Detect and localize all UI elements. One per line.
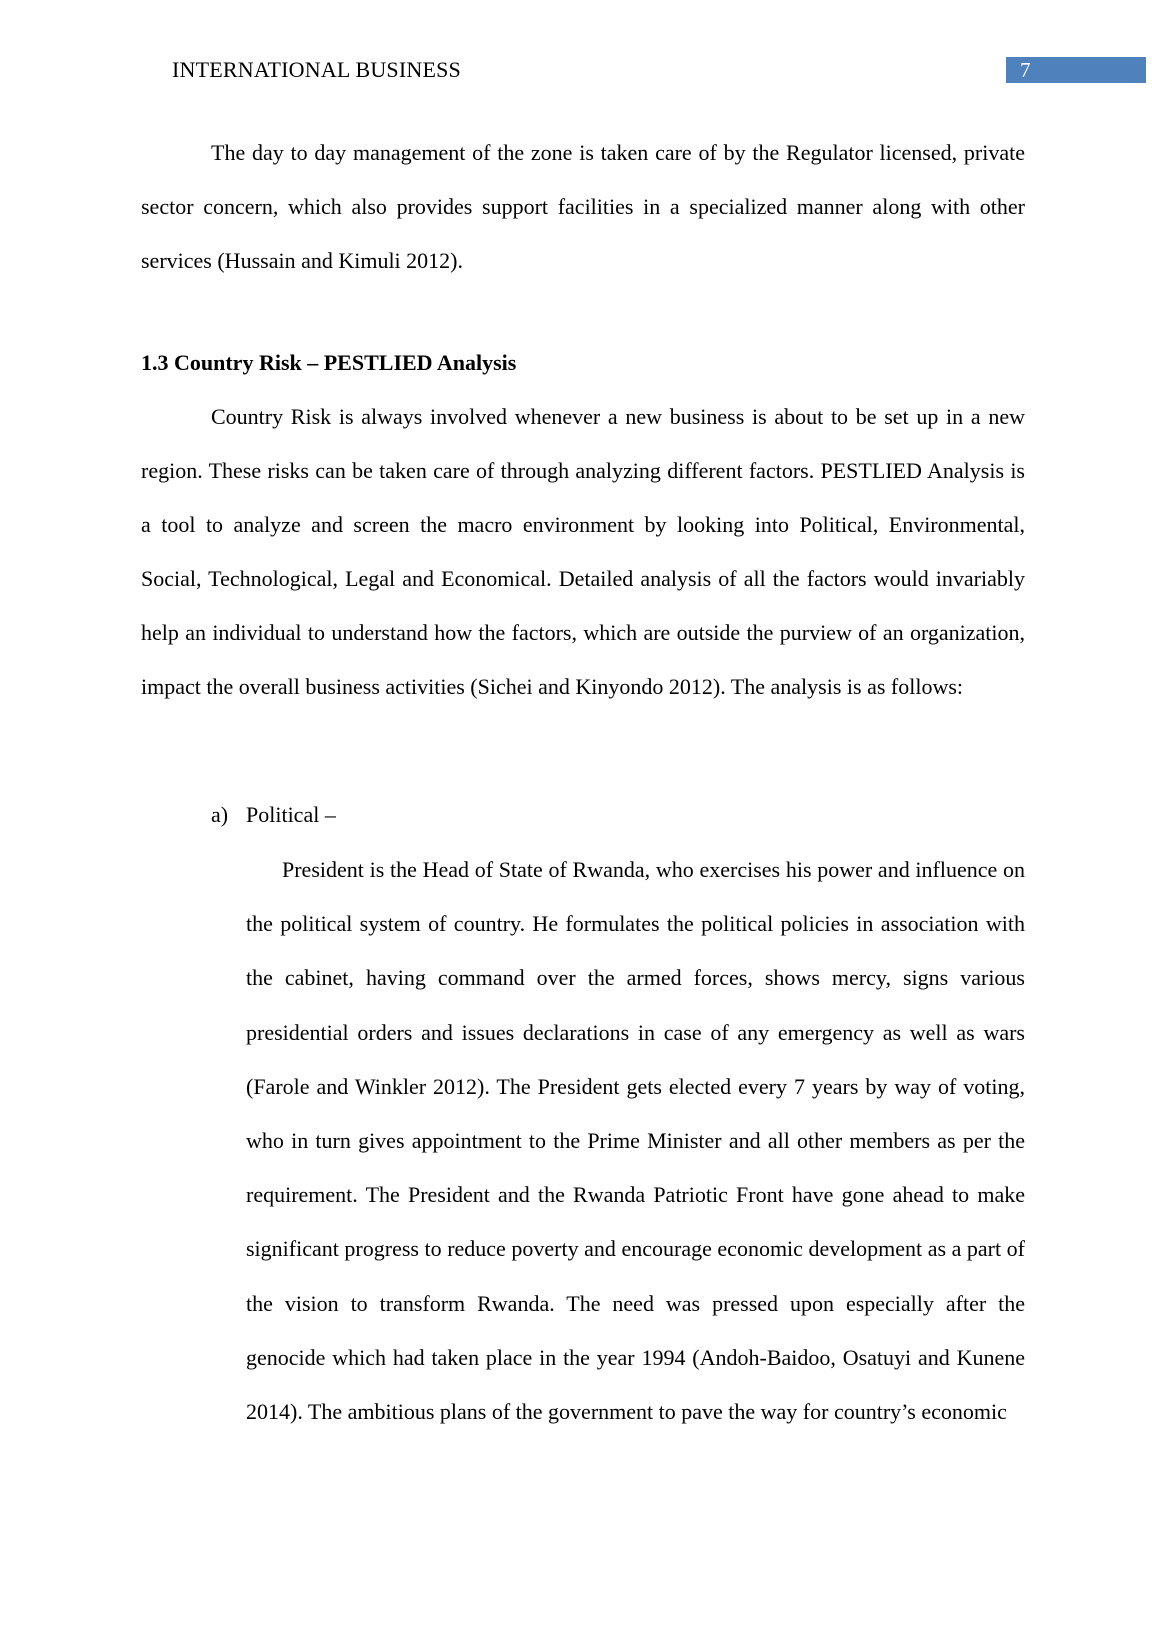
running-head: INTERNATIONAL BUSINESS: [172, 57, 461, 82]
page-number: 7: [1006, 57, 1146, 83]
section-paragraph: [141, 390, 1025, 714]
list-item-paragraph: President is the Head of State of Rwanda, who exercises his power and influence on the political system of country. He formulates the political policies in association with the cabinet, having command over the armed forces, shows mercy, signs various presidential orders and issues declarations in case of any emergency as well as wars (Farole and Winkler 2012). The President gets elected every 7 years by way of voting, who in turn gives appointment to the Prime Minister and all other members as per the requirement. The President and the Rwanda Patriotic Front have gone ahead to make significant progress to reduce poverty and encourage economic development as a part of the vision to transform Rwanda. The need was pressed upon especially after the genocide which had taken place in the year 1994 (Andoh-Baidoo, Osatuyi and Kunene 2014). The ambitious plans of the government to pave the way for country’s economic: [246, 857, 1025, 1425]
list-item-label: Political –: [246, 802, 336, 827]
list-item-marker: a): [211, 802, 229, 827]
intro-paragraph: [141, 126, 1025, 288]
section-heading: 1.3 Country Risk – PESTLIED Analysis: [141, 350, 517, 375]
section-paragraph-text: Country Risk is always involved whenever a new business is about to be set up in a new region. These risks can be taken care of through analyzing different factors. PESTLIED Analysis is a tool to analyze and screen the macro environment by looking into Political, Environmental, Social, Technological, Legal and Economical. Detailed analysis of all the factors would invariably help an individual to understand how the factors, which are outside the purview of an organization, impact the overall business activities (Sichei and Kinyondo 2012). The analysis is as follows:: [141, 404, 1025, 699]
intro-paragraph-text: The day to day management of the zone is taken care of by the Regulator licensed, private sector concern, which also provides support facilities in a specialized manner along with other services (Hussain and Kimuli 2012).: [141, 140, 1025, 273]
